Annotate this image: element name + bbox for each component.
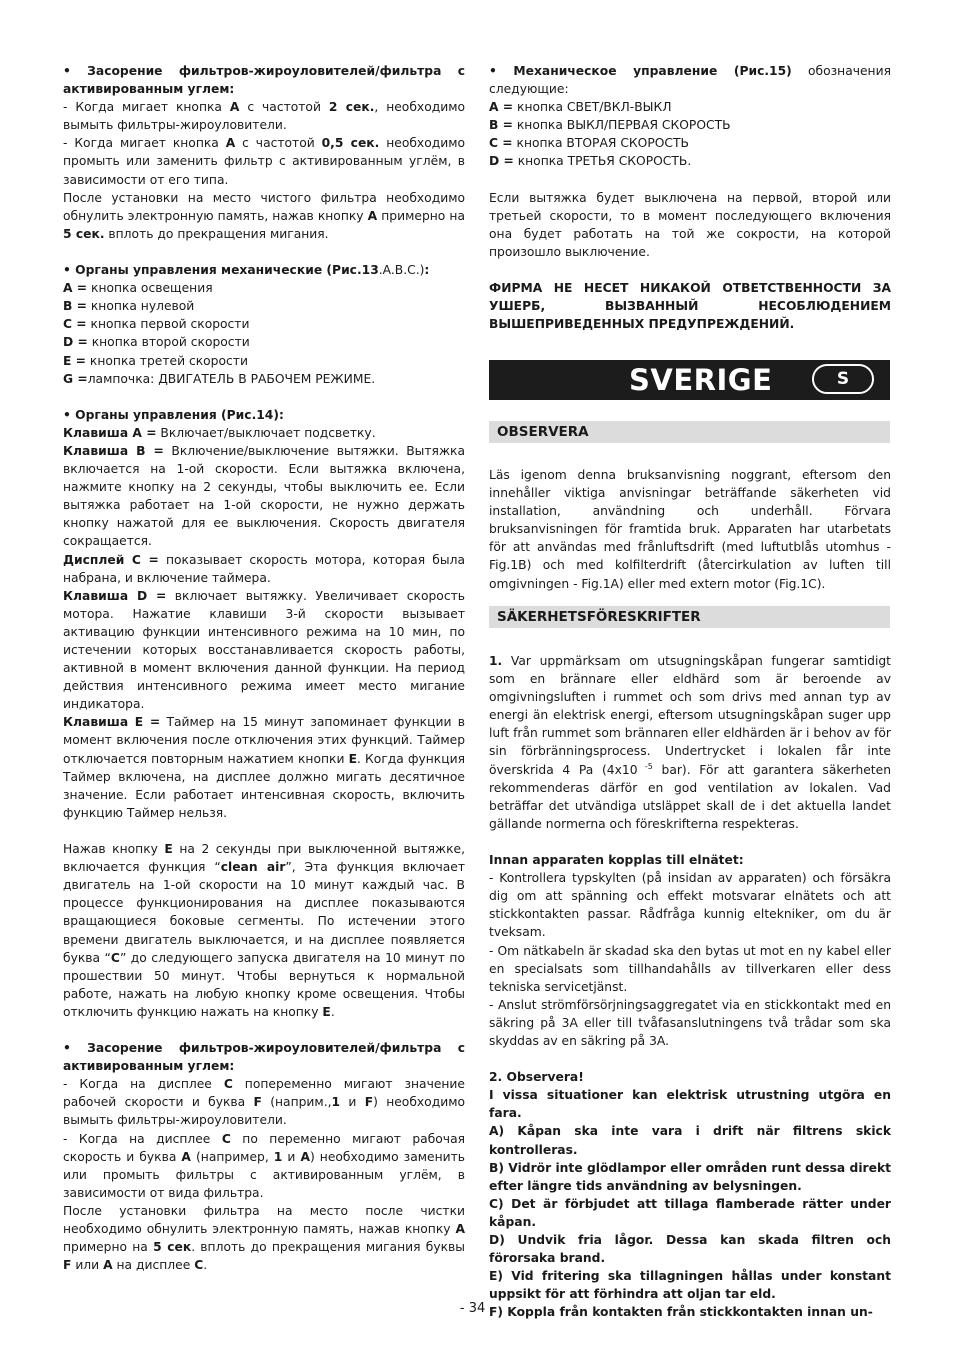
filter-clog2-line-1: - Когда на дисплее C попеременно мигают значение рабочей скорости и буква F (наприм.,1 и F) необходимо вымыть фильтры-жироуловители. — [63, 1077, 465, 1128]
observera-block — [489, 466, 891, 593]
safety-point-2-heading: 2. Observera! — [489, 1070, 584, 1085]
mech-controls-fig15-heading: • Механическое управление (Рис.15) обозначения следующие: — [489, 64, 891, 97]
right-column-top — [489, 62, 891, 333]
filter-clog-line-2: - Когда мигает кнопка A с частотой 0,5 сек. необходимо промыть или заменить фильтр с активированным углём, в зависимости от его типа. — [63, 136, 466, 187]
safety-list-item: F) Koppla från kontakten från stickkontakten innan un- — [489, 1305, 873, 1320]
page-number: - 34 - — [459, 1301, 495, 1316]
filter-clog-line-3: После установки на место чистого фильтра необходимо обнулить электронную память, нажав кнопку A примерно на 5 сек. вплоть до прекращения мигания. — [63, 190, 465, 241]
fig15-item: A = кнопка СВЕТ/ВКЛ-ВЫКЛ — [489, 100, 672, 115]
language-banner — [489, 360, 890, 400]
display-c-description: Дисплей C = показывает скорость мотора, которая была набрана, и включение таймера. — [63, 552, 465, 585]
mech-item: E = кнопка третей скорости — [63, 353, 248, 368]
filter-clog2-line-3: После установки фильтра на место после чистки необходимо обнулить электронную память, нажав кнопку A примерно на 5 сек. вплоть до прекращения мигания буквы F или A на дисплее C. — [63, 1203, 465, 1273]
safety-list-item: A) Kåpan ska inte vara i drift när filtrens skick kontrolleras. — [489, 1124, 891, 1157]
clean-air-paragraph: Нажав кнопку E на 2 секунды при выключенной вытяжке, включается функция “clean air”, Эта функция включает двигатель на 1-ой скорости на 10 минут каждый час. В процессе функционирования на дисплее показываются вращающиеся боковые сегменты. По истечении этого времени двигатель выключается, и на дисплее появляется буква “C” до следующего запуска двигателя на 10 минут по прошествии 50 минут. Чтобы вернуться к нормальной работе, нажать на любую кнопку кроме освещения. Чтобы отключить функцию нажать на кнопку E. — [63, 842, 465, 1019]
safety-point-1: 1. Var uppmärksam om utsugningskåpan fungerar samtidigt som en brännare eller eldhärd som är beroende av omgivningsluften i rummet och som drivs med annan typ av energi än elektrisk energi, eftersom utsugningskåpan suger upp luft från rummet som brännaren eller eldhärden är i behov av för sin förbränningsprocess. Undertrycket i lokalen får inte överskrida 4 Pa (4x10 $^{-5}$ bar). För att garantera säkerheten rekommenderas därför en god ventilation av lokalen. Vad beträffar det utvändiga utsläppet skall de i det aktuella landet gällande normerna och föreskrifterna respekteras. — [489, 654, 891, 831]
key-a-description: Клавиша A = Включает/выключает подсветку. — [63, 425, 376, 440]
fig15-item: D = кнопка ТРЕТЬЯ СКОРОСТЬ. — [489, 154, 692, 169]
mech-item: B = кнопка нулевой — [63, 299, 195, 314]
observera-text: Läs igenom denna bruksanvisning noggrant, eftersom den innehåller viktiga anvisningar beträffande säkerheten vid installation, användning och underhåll. Förvara bruksanvisningen för framtida bruk. Apparaten har utarbetats för att användas med frånluftsdrift (med luftutblås utomhus - Fig.1B) och med kolfilterdrift (återcirkulation av luften till omgivningen - Fig.1A) eller med extern motor (Fig.1C). — [489, 468, 891, 591]
fig15-item: B = кнопка ВЫКЛ/ПЕРВАЯ СКОРОСТЬ — [489, 118, 731, 133]
banner-title: SVERIGE — [629, 363, 773, 397]
mech-item: C = кнопка первой скорости — [63, 317, 250, 332]
safety-list-item: B) Vidrör inte glödlampor eller områden runt dessa direkt efter längre tids användning av belysningen. — [489, 1160, 891, 1193]
speed-memory-note: Если вытяжка будет выключена на первой, второй или третьей скорости, то в момент последующего включения она будет работать на той же сокрости, на которой произошло выключение. — [489, 190, 891, 259]
liability-warning: ФИРМА НЕ НЕСЕТ НИКАКОЙ ОТВЕТСТВЕННОСТИ ЗА УШЕРБ, ВЫЗВАННЫЙ НЕСОБЛЮДЕНИЕМ ВЫШЕПРИВЕДЕННЫХ ПРЕДУПРЕЖДЕНИЙ. — [489, 281, 891, 332]
key-d-description: Клавиша D = включает вытяжку. Увеличивает скорость мотора. Нажатие клавиши 3-й скорости вызывает активацию функции интенсивного режима на 10 мин, по истечении которых восстанавливается скорость работы, активной в момент включения данной функции. На период действия интенсивного режима имеет место мигание индикатора. — [63, 588, 465, 712]
key-b-description: Клавиша B = Включение/выключение вытяжки. Вытяжка включается на 1-ой скорости. Если вытяжка включена, нажмите кнопку на 2 секунды, чтобы выключить ее. Если вытяжка работает на 1-ой скорости, не нужно держать кнопку нажатой для ее выключения. Скорость двигателя сокращается. — [63, 443, 465, 549]
safety-block — [489, 652, 891, 1321]
mech-item: A = кнопка освещения — [63, 281, 213, 296]
safety-list-item: E) Vid fritering ska tillagningen hållas under konstant uppsikt för att förhindra att oljan tar eld. — [489, 1269, 891, 1302]
left-column — [63, 62, 465, 1274]
filter-clog-heading-2: • Засорение фильтров-жироуловителей/фильтра с активированным углем: — [63, 1041, 465, 1074]
mech-controls-heading: • Органы управления механические (Рис.13.A.B.C.): — [63, 263, 430, 278]
safety-list-item: D) Undvik fria lågor. Dessa kan skada filtren och förorsaka brand. — [489, 1233, 891, 1266]
fig15-item: C = кнопка ВТОРАЯ СКОРОСТЬ — [489, 136, 689, 151]
controls-fig14-heading: • Органы управления (Рис.14): — [63, 407, 284, 422]
before-connecting-item: - Anslut strömförsörjningsaggregatet via en stickkontakt med en säkring på 3A eller till tvåfasanslutningens två trådar som ska skyddas av en säkring på 3A. — [489, 997, 891, 1048]
mech-item: D = кнопка второй скорости — [63, 335, 250, 350]
before-connecting-heading: Innan apparaten kopplas till elnätet: — [489, 853, 744, 868]
safety-list-item: C) Det är förbjudet att tillaga flamberade rätter under kåpan. — [489, 1196, 891, 1229]
filter-clog-line-1: - Когда мигает кнопка A с частотой 2 сек., необходимо вымыть фильтры-жироуловители. — [63, 100, 466, 133]
country-badge: S — [812, 364, 874, 394]
mech-item: G =лампочка: ДВИГАТЕЛЬ В РАБОЧЕМ РЕЖИМЕ. — [63, 371, 376, 386]
key-e-description: Клавиша E = Таймер на 15 минут запоминает функции в момент включения после отключения этих функций. Таймер отключается повторным нажатием кнопки E. Когда функция Таймер включена, на дисплее должно мигать десятичное значение. Если работает интенсивная скорость, включить функцию Таймер нельзя. — [63, 715, 465, 820]
section-header-safety: SÄKERHETSFÖRESKRIFTER — [489, 606, 890, 628]
before-connecting-item: - Om nätkabeln är skadad ska den bytas ut mot en ny kabel eller en specialsats som tillhandahålls av tillverkaren eller dess tekniska servicetjänst. — [489, 943, 891, 994]
section-header-observera: OBSERVERA — [489, 421, 890, 443]
filter-clog-heading-1: • Засорение фильтров-жироуловителей/фильтра с активированным углем: — [63, 64, 465, 97]
filter-clog2-line-2: - Когда на дисплее C по переменно мигают рабочая скорость и буква A (например, 1 и A) необходимо заменить или промыть фильтры с активированным углём, в зависимости от вида фильтра. — [63, 1131, 466, 1200]
before-connecting-item: - Kontrollera typskylten (på insidan av apparaten) och försäkra dig om att spänning och effekt motsvarar elnätets och att stickkontakten passar. Rådfråga kunnig eltekniker, om du är tveksam. — [489, 871, 891, 940]
safety-point-2-intro: I vissa situationer kan elektrisk utrustning utgöra en fara. — [489, 1088, 891, 1121]
